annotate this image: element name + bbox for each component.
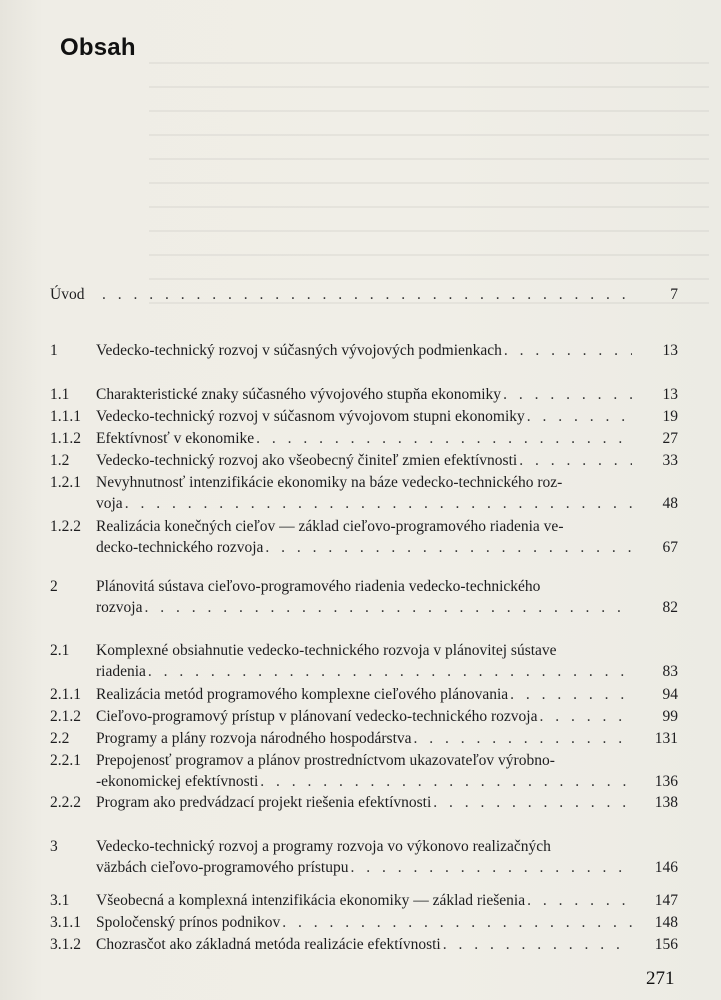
leader-dots bbox=[254, 428, 632, 449]
toc-entry-page: 7 bbox=[670, 286, 678, 303]
toc-entry-title-line: Spoločenský prínos podnikov bbox=[96, 914, 281, 931]
toc-entry-title-line: Cieľovo-programový prístup v plánovaní vedecko-technického rozvoja bbox=[96, 708, 538, 725]
toc-entry-title bbox=[96, 706, 632, 727]
toc-entry-number: 1.2.2 bbox=[50, 518, 81, 535]
toc-entry-page: 13 bbox=[662, 386, 678, 403]
leader-dots bbox=[100, 284, 632, 305]
toc-entry-page: 136 bbox=[654, 773, 678, 790]
toc-entry-title-line: riadenia bbox=[96, 663, 146, 680]
toc-entry-title-line: Realizácia metód programového komplexne cieľového plánovania bbox=[96, 686, 509, 703]
toc-entry-number: Úvod bbox=[50, 286, 85, 303]
toc-entry bbox=[50, 340, 690, 361]
leader-dots bbox=[508, 684, 632, 705]
leader-dots bbox=[280, 912, 632, 933]
toc-entry-page: 147 bbox=[654, 892, 678, 909]
leader-dots bbox=[349, 857, 633, 878]
toc-entry bbox=[50, 284, 690, 305]
toc-entry-title bbox=[96, 836, 632, 878]
leader-dots bbox=[146, 661, 632, 682]
toc-entry-page: 33 bbox=[662, 452, 678, 469]
toc-entry-page: 27 bbox=[662, 430, 678, 447]
toc-entry bbox=[50, 912, 690, 933]
toc-entry bbox=[50, 384, 690, 405]
leader-dots bbox=[263, 537, 632, 558]
toc-entry-page: 82 bbox=[662, 599, 678, 616]
toc-entry-number: 1.1 bbox=[50, 386, 70, 403]
toc-entry-title bbox=[96, 340, 632, 361]
toc-entry-title bbox=[100, 284, 632, 305]
leader-dots bbox=[258, 771, 632, 792]
toc-entry bbox=[50, 472, 690, 514]
toc-entry-title-line: Efektívnosť v ekonomike bbox=[96, 430, 255, 447]
toc-entry-number: 1 bbox=[50, 342, 58, 359]
toc-entry bbox=[50, 836, 690, 878]
toc-entry-title bbox=[96, 640, 632, 682]
toc-entry-title-line: Prepojenosť programov a plánov prostredníctvom ukazovateľov výrobno- bbox=[96, 752, 555, 769]
toc-entry-title-line: Programy a plány rozvoja národného hospodárstva bbox=[96, 730, 412, 747]
toc-entry-number: 2.2.2 bbox=[50, 794, 81, 811]
toc-entry-title bbox=[96, 516, 632, 558]
toc-entry bbox=[50, 428, 690, 449]
toc-entry-page: 83 bbox=[662, 663, 678, 680]
toc-entry-title-line: Charakteristické znaky súčasného vývojového stupňa ekonomiky bbox=[96, 386, 502, 403]
toc-entry-title-line: Plánovitá sústava cieľovo-programového riadenia vedecko-technického bbox=[96, 578, 541, 595]
toc-entry-title bbox=[96, 428, 632, 449]
toc-entry-page: 94 bbox=[662, 686, 678, 703]
toc-entry-number: 3 bbox=[50, 838, 58, 855]
toc-entry-title bbox=[96, 792, 632, 813]
toc-entry-title bbox=[96, 912, 632, 933]
toc-entry-title bbox=[96, 728, 632, 749]
toc-entry-title-line: -ekonomickej efektívnosti bbox=[96, 773, 259, 790]
leader-dots bbox=[501, 384, 632, 405]
toc-entry bbox=[50, 406, 690, 427]
toc-entry-title-line: Všeobecná a komplexná intenzifikácia ekonomiky — základ riešenia bbox=[96, 892, 526, 909]
toc-entry-title-line: voja bbox=[96, 495, 123, 512]
toc-entry bbox=[50, 576, 690, 618]
toc-entry bbox=[50, 450, 690, 471]
toc-entry bbox=[50, 728, 690, 749]
toc-entry-number: 2.1.1 bbox=[50, 686, 81, 703]
toc-entry-title-line: Chozrasčot ako základná metóda realizácie efektívnosti bbox=[96, 936, 441, 953]
toc-entry-number: 2.2 bbox=[50, 730, 70, 747]
toc-entry-title bbox=[96, 384, 632, 405]
toc-entry-number: 1.2.1 bbox=[50, 474, 81, 491]
toc-entry-title-line: rozvoja bbox=[96, 599, 143, 616]
toc-entry bbox=[50, 516, 690, 558]
toc-entry bbox=[50, 890, 690, 911]
toc-entry-title bbox=[96, 684, 632, 705]
toc-entry-title-line: Vedecko-technický rozvoj ako všeobecný činiteľ zmien efektívnosti bbox=[96, 452, 518, 469]
toc-entry-page: 19 bbox=[662, 408, 678, 425]
leader-dots bbox=[502, 340, 632, 361]
toc-entry-page: 131 bbox=[654, 730, 678, 747]
leader-dots bbox=[525, 890, 632, 911]
toc-entry-page: 156 bbox=[654, 936, 678, 953]
leader-dots bbox=[537, 706, 632, 727]
toc-entry-number: 3.1.1 bbox=[50, 914, 81, 931]
toc-entry-page: 99 bbox=[662, 708, 678, 725]
toc-entry bbox=[50, 934, 690, 955]
toc-entry-number: 2.2.1 bbox=[50, 752, 81, 769]
toc-entry-number: 1.2 bbox=[50, 452, 70, 469]
toc-entry bbox=[50, 684, 690, 705]
toc-entry-page: 138 bbox=[654, 794, 678, 811]
toc-entry-title-line: decko-technického rozvoja bbox=[96, 539, 264, 556]
toc-entry bbox=[50, 640, 690, 682]
toc-entry-number: 3.1.2 bbox=[50, 936, 81, 953]
toc-entry-page: 146 bbox=[654, 859, 678, 876]
toc-entry-title bbox=[96, 934, 632, 955]
toc-entry-title bbox=[96, 750, 632, 792]
toc-entry-number: 1.1.2 bbox=[50, 430, 81, 447]
toc-entry-title bbox=[96, 576, 632, 618]
toc-entry-title-line: Realizácia konečných cieľov — základ cieľovo-programového riadenia ve- bbox=[96, 518, 564, 535]
toc-entry-number: 1.1.1 bbox=[50, 408, 81, 425]
leader-dots bbox=[431, 792, 632, 813]
toc-entry-title-line: Vedecko-technický rozvoj v súčasných vývojových podmienkach bbox=[96, 342, 502, 359]
toc-entry-number: 2 bbox=[50, 578, 58, 595]
toc-entry-page: 67 bbox=[662, 539, 678, 556]
leader-dots bbox=[412, 728, 632, 749]
toc-entry-title-line: Nevyhnutnosť intenzifikácie ekonomiky na báze vedecko-technického roz- bbox=[96, 474, 563, 491]
page-title: Obsah bbox=[60, 34, 136, 61]
toc-entry-title-line: Vedecko-technický rozvoj v súčasnom vývojovom stupni ekonomiky bbox=[96, 408, 525, 425]
leader-dots bbox=[441, 934, 632, 955]
leader-dots bbox=[517, 450, 632, 471]
toc-entry-number: 2.1 bbox=[50, 642, 70, 659]
toc-entry bbox=[50, 750, 690, 792]
toc-entry-number: 3.1 bbox=[50, 892, 70, 909]
toc-entry-number: 2.1.2 bbox=[50, 708, 81, 725]
leader-dots bbox=[142, 597, 632, 618]
toc-entry bbox=[50, 706, 690, 727]
toc-entry-page: 13 bbox=[662, 342, 678, 359]
toc-entry bbox=[50, 792, 690, 813]
toc-entry-title bbox=[96, 472, 632, 514]
toc-entry-title bbox=[96, 890, 632, 911]
toc-entry-title-line: Vedecko-technický rozvoj a programy rozvoja vo výkonovo realizačných bbox=[96, 838, 551, 855]
toc-entry-title bbox=[96, 406, 632, 427]
toc-entry-title bbox=[96, 450, 632, 471]
leader-dots bbox=[525, 406, 632, 427]
toc-entry-title-line: Program ako predvádzací projekt riešenia efektívnosti bbox=[96, 794, 432, 811]
toc-entry-title-line: Komplexné obsiahnutie vedecko-technického rozvoja v plánovitej sústave bbox=[96, 642, 557, 659]
leader-dots bbox=[123, 493, 632, 514]
toc-entry-page: 48 bbox=[662, 495, 678, 512]
toc-entry-title-line: väzbách cieľovo-programového prístupu bbox=[96, 859, 349, 876]
toc-entry-page: 148 bbox=[654, 914, 678, 931]
page-number: 271 bbox=[646, 968, 675, 989]
